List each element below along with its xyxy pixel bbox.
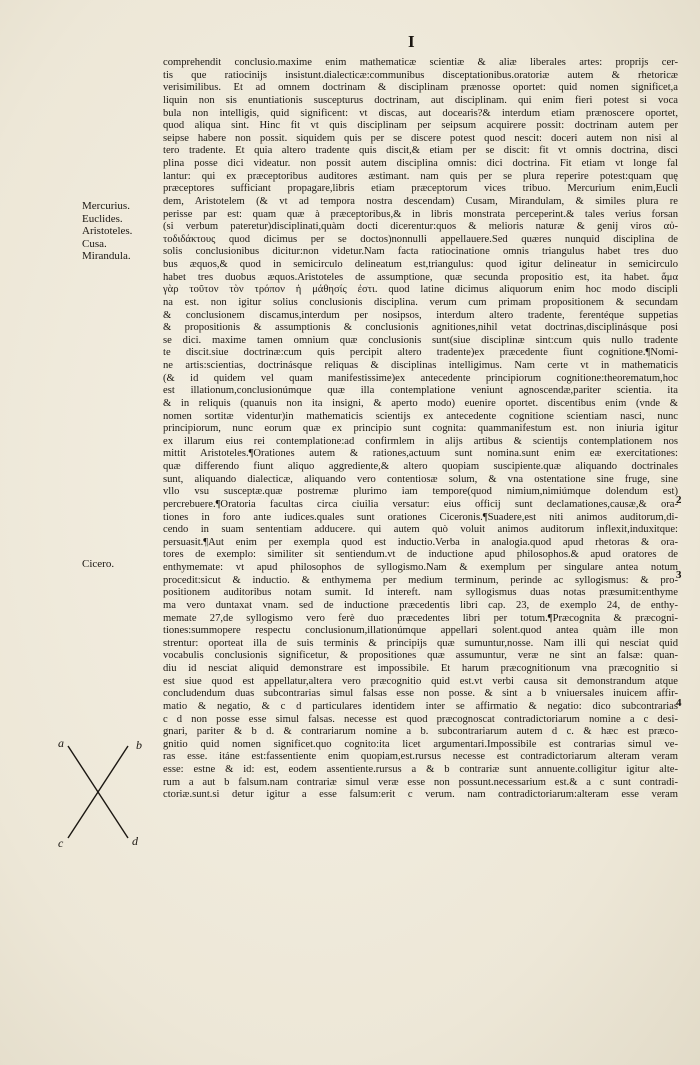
text-line: lantur: qui ex præceptoribus auditores æstimant. nam quis per se plura reperire potest:quam quę: [163, 170, 678, 182]
text-line: mittit Aristoteles.¶Orationes autem & rationes,actuum sunt nomina.sunt enim eæ exercitationes:: [163, 448, 678, 460]
text-line: τοδιδάκτους quod dicimus per se doctos)nonnulli appellauere.Sed quæres nunquid disciplina de: [163, 233, 678, 245]
text-line: persuasit.¶Aut enim per exempla quod est inductio.Verba in analogia.quod apud rhetoras & ora-: [163, 536, 678, 548]
text-line: (si verbum pateretur)disciplinati,quàm docti dicerentur:quos & melioris naturæ & genij viros αὐ-: [163, 221, 678, 233]
text-line: gnari, pariter & b d. & contrariarum nomine a b. subcontrariarum autem d c. & hæc est præco-: [163, 726, 678, 738]
text-line: & in reliquis (quanuis non ita insigni, & aperto modo) euenire oportet. discentibus enim (vnde &: [163, 397, 678, 409]
text-line: liquin non sis enuntiationis suscepturus doctrinam, aut disciplinam. qui enim fieri potest si voca: [163, 94, 678, 106]
text-line: perisse par est: quam quæ à præceptoribus,& in libris monstrata perceperint.& tales verius forsan: [163, 208, 678, 220]
text-line: habet tres duobus æquos.Aristoteles de assumptione, quæ secunda propositio est, ita habet. ἅμα: [163, 271, 678, 283]
text-line: plina posse dici videatur. non possit autem disciplina omnis: dici doctrina. Fit etiam vt longe fal: [163, 158, 678, 169]
text-line: gnitio quid nomen significet.quo cognito:ita licet argumentari.Impossibile est contrarias simul ve-: [163, 738, 678, 750]
page-number: I: [408, 32, 416, 51]
margin-note-mirandula: Mirandula.: [82, 250, 131, 263]
text-line: se dici. maxime tamen omnium quæ conclusionis sunt(siue disciplinæ sint:cum quis nullo tradente: [163, 334, 678, 346]
text-line: seipse habere non possit. siquidem quis per se discere potest quod nescit: doceri autem non nisi al: [163, 132, 678, 144]
text-line: solis conclusionibus dicitur:non videtur.Nam facta ratiocinatione omnis triangulus habet tres duo: [163, 246, 678, 258]
text-line: cendo in suam sententiam adducere. qui autem quò voluit animos auditorum inflexit,induxitque:: [163, 524, 678, 536]
line-marker-4: 4: [676, 697, 682, 709]
text-line: sunt, aliquando dialecticæ, aliquando vero contentiosæ solum, & vna ostentatione sine fruge, sine: [163, 473, 678, 485]
text-line: percrebuere.¶Oratoria facultas circa ciuilia versatur: eius officij sunt declamationes,causæ,& ora-: [163, 498, 678, 510]
text-line: γὰρ τοῦτον τὸν τρόπον ἡ μάθησίς ἐστι. quod latine dicimus aliquorum enim hoc modo discipli: [163, 284, 678, 296]
text-line: tiones:summopere respectu conclusionum,illationúmque appellari solent.quod antea quàm ille mon: [163, 625, 678, 637]
text-line: & conclusionem discamus,interdum per nosipsos, interdum altero tradente, ferentéque suppetias: [163, 309, 678, 321]
text-line: esse: estne & id: est, eodem assentiente.rursus a & b contrariæ sunt annuente.colligitur igitur alte-: [163, 764, 678, 775]
text-line: nomen sortitæ videntur)in mathematicis scientijs ex antecedente cognitione scientiam nasci, nunc: [163, 410, 678, 422]
text-line: quod aliqua sint. Hinc fit vt quis disciplinam per seipsum acquirere possit: doctrinam autem per: [163, 120, 678, 132]
text-line: comprehendit conclusio.maxime enim mathematicæ scientiæ & aliæ liberales artes: proprijs cer-: [163, 57, 678, 68]
text-line: diu id nesciat aliquid demonstrare est impossibile. Et harum præcognitionum vna præcognitio si: [163, 663, 678, 674]
text-line: vllo vsu susceptæ.quæ postremæ plurimo iam tempore(quod nimium,nimiúmque dolendum est): [163, 486, 678, 498]
margin-note-cusa: Cusa.: [82, 237, 107, 250]
text-line: procedit:sicut & inductio. & enthymema per medium terminum, perinde ac syllogismus: & pro-: [163, 574, 678, 586]
text-line: tis que ratiocinijs insistunt.dialecticæ:communibus disceptationibus.oratoriæ autem & rhetoricæ: [163, 69, 678, 81]
margin-note-cicero: Cicero.: [82, 558, 115, 570]
text-line: tero tradente. Et quia altero tradente quis discit,& etiam per se discit: fit vt omnis doctrina, disci: [163, 145, 678, 157]
line-marker-2: 2: [676, 494, 682, 506]
text-line: c d non posse esse simul falsas. necesse est quod præcognoscat contradictoriarum nomine a c desi-: [163, 713, 678, 725]
text-line: bula non intelligis, quid significent: vt discas, aut docearis?& interdum etiam prænoscere oportet,: [163, 107, 678, 119]
text-line: est illationum,conclusionúmque quæ illa contemplatione veniunt agnoscendæ,pariter scientia. ita: [163, 385, 678, 397]
diagram-label-c: c: [58, 836, 64, 850]
text-line: bus æquos,& quod in semicirculo delineatum est,triangulus: quod igitur delineatur in semicirculo: [163, 259, 678, 270]
text-line: ctoriæ.sunt.si detur igitur a esse falsum:erit c verum. nam contradictoriarum:alteram esse veram: [163, 789, 678, 801]
text-line: dem, Aristotelem (& vt ad tempora nostra descendam) Cusam, Mirandulam, & similes plura re: [163, 195, 678, 207]
text-line: rum a aut b falsum.nam contrariæ simul veræ esse non possunt.necessarium est.& a c sunt contradi-: [163, 776, 678, 788]
text-line: positionem auditoribus notam sumit. Id intereft. nam syllogismus duas notas præsumit:enthyme: [163, 587, 678, 599]
text-line: ras esse. itáne est:fassentiente enim quopiam,est.rursus necesse est contradictoriarum alteram veram: [163, 751, 678, 763]
text-line: principiorum, nunc eorum quæ ex principio sunt cognita: quammanifestum est. non iniuria igitur: [163, 423, 678, 435]
text-line: tores de exemplo: similiter sit sentiendum.vt de inductione apud philosophos.& apud oratores de: [163, 549, 678, 561]
margin-note-aristoteles: Aristoteles.: [82, 225, 133, 238]
line-marker-3: 3: [676, 569, 682, 581]
diagram-label-a: a: [58, 736, 64, 750]
text-line: concludendum duas subcontrarias simul falsas esse non posse. & sint a b vniuersales inuicem affir-: [163, 688, 678, 700]
text-line: matio & negatio, & c d particulares identidem inter se affirmatio & negatio: dico subcontrarias: [163, 700, 678, 712]
text-line: quæ differendo fiunt aliquo aggrediente,& altero quopiam suscipiente.quæ aliquando doctrinales: [163, 461, 678, 472]
text-line: memate 27,de syllogismo vero ferè duo præcedentes libri per totum.¶Præcognita & præcogni-: [163, 612, 678, 624]
text-line: tiones in foro ante iudices.quales sunt orationes Ciceronis.¶Suadere,est niti animos auditorum,di-: [163, 511, 678, 523]
text-line: verisimilibus. Et ad omnem doctrinam & disciplinam prænosse oportet: quid nomen significet,a: [163, 82, 678, 94]
text-line: strentur: oporteat illa de suis terminis & principijs quæ sumuntur,nosse. Nam illi qui nesciat quid: [163, 637, 678, 649]
text-line: enthymemate: vt apud philosophos de syllogismo.Nam & exemplum per singulare antea notum: [163, 562, 678, 573]
text-line: præceptores sufficiant propagare,libris etiam præceptorum vices tribuo. Mercurium enim,Eucli: [163, 183, 678, 195]
text-line: ex illarum eius rei contemplatione:ad confirmlem in alijs artibus & scientijs contemplationem nos: [163, 435, 678, 447]
diagram-label-d: d: [132, 834, 138, 848]
text-line: & propositionis & assumptionis & conclusionis agnitiones,nihil vetat doctrinas,disciplinásque posi: [163, 322, 678, 334]
text-line: est siue quod est appellatur,altera vero præcognitio quid est.vt verbi causa sit demonstrandum atque: [163, 675, 678, 687]
text-line: na est. non igitur solius conclusionis disciplina. verum cum primam propositionem & secundam: [163, 296, 678, 308]
square-of-opposition-diagram: [58, 736, 168, 858]
text-line: (& id quidem vel quam manifestissime)ex antecedente principiorum cognitione:theorematum,hoc: [163, 372, 678, 384]
diagram-label-b: b: [136, 738, 142, 752]
text-line: vocabulis conclusionis significetur, & propositiones quæ assumuntur, veræ ne sint an falsæ: quan-: [163, 650, 678, 662]
main-text-column: [163, 57, 678, 802]
text-line: ne artis:scientias, doctrinásque reliquas & disciplinas intelligimus. Nam certe vt in mathematicis: [163, 360, 678, 371]
diagram-crossing-lines: [58, 736, 168, 858]
text-line: te discit.siue doctrinæ:cum quis percipit altero tradente)ex præcedente fiunt cognitione.¶Nomi-: [163, 347, 678, 359]
text-line: ma vero duntaxat vnam. sed de inductione præcedentis libri cap. 23, de exemplo 24, de enthy-: [163, 599, 678, 611]
margin-note-philosophers: [82, 200, 160, 263]
margin-note-mercurius: Mercurius.: [82, 200, 130, 212]
margin-note-euclides: Euclides.: [82, 212, 123, 225]
